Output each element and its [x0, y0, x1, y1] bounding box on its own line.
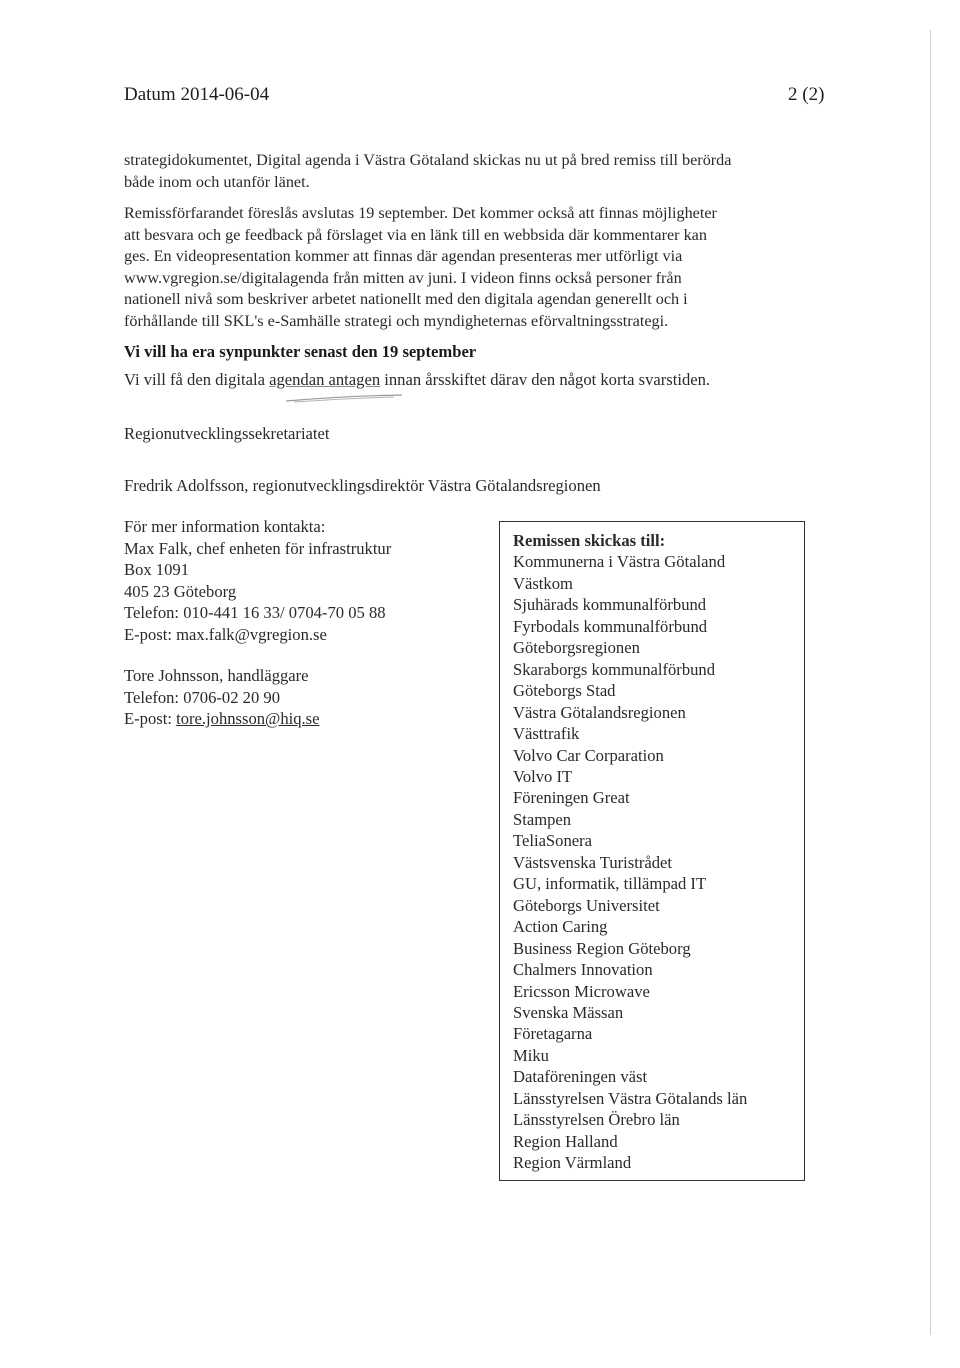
- paragraph-adoption: [124, 370, 710, 390]
- signature-line: Fredrik Adolfsson, regionutvecklingsdirektör Västra Götalandsregionen: [124, 476, 601, 495]
- recipient-item: Fyrbodals kommunalförbund: [513, 616, 708, 636]
- text-line: förhållande till SKL's e-Samhälle strategi och myndigheternas eförvaltningsstrategi.: [124, 311, 669, 330]
- recipient-item: Länsstyrelsen Örebro län: [513, 1110, 680, 1130]
- recipient-item: Ericsson Microwave: [513, 981, 650, 1001]
- recipient-item: Svenska Mässan: [513, 1002, 624, 1022]
- organization-name: Regionutvecklingssekretariatet: [124, 424, 330, 443]
- recipient-item: Volvo Car Corparation: [513, 745, 664, 765]
- recipient-item: Region Halland: [513, 1131, 618, 1151]
- recipient-item: Stampen: [513, 809, 572, 829]
- scan-edge-line: [930, 30, 931, 1335]
- recipient-item: Skaraborgs kommunalförbund: [513, 659, 716, 679]
- recipient-item: Volvo IT: [513, 766, 573, 786]
- text-line: både inom och utanför länet.: [124, 172, 310, 191]
- email-link[interactable]: tore.johnsson@hiq.se: [176, 709, 320, 728]
- recipient-item: Göteborgs Stad: [513, 681, 616, 701]
- recipient-item: Dataföreningen väst: [513, 1067, 648, 1087]
- recipient-item: Action Caring: [513, 917, 608, 937]
- recipients-title: Remissen skickas till:: [513, 531, 666, 550]
- recipient-items: [513, 551, 747, 1173]
- contact-line: 405 23 Göteborg: [124, 581, 237, 601]
- underlined-phrase: agendan antagen: [269, 370, 381, 389]
- text-segment: innan årsskiftet därav den något korta svarstiden.: [380, 370, 711, 389]
- email-label: E-post:: [124, 709, 177, 728]
- contact-line: Telefon: 010-441 16 33/ 0704-70 05 88: [124, 603, 386, 622]
- paragraph-remiss: [124, 203, 824, 333]
- text-line: Remissförfarandet föreslås avslutas 19 september. Det kommer också att finnas möjligheter: [124, 204, 717, 222]
- recipient-item: Västsvenska Turistrådet: [513, 852, 673, 872]
- recipient-item: Sjuhärads kommunalförbund: [513, 595, 707, 615]
- recipient-item: Företagarna: [513, 1024, 593, 1044]
- contact-line: Telefon: 0706-02 20 90: [124, 687, 280, 707]
- recipient-item: Föreningen Great: [513, 788, 630, 808]
- text-segment: Vi vill få den digitala: [124, 370, 270, 389]
- text-line: ges. En videopresentation kommer att finnas där agendan presenteras mer utförligt via: [124, 247, 683, 266]
- text-line: nationell nivå som beskriver arbetet nationellt med den digitala agendan generellt och i: [124, 290, 688, 309]
- recipient-item: Västra Götalandsregionen: [513, 702, 686, 722]
- recipient-item: Göteborgs Universitet: [513, 895, 660, 915]
- recipient-item: Region Värmland: [513, 1153, 632, 1173]
- recipient-item: Business Region Göteborg: [513, 938, 691, 958]
- recipient-item: Chalmers Innovation: [513, 960, 653, 980]
- contact-line: Box 1091: [124, 560, 189, 579]
- recipient-item: TeliaSonera: [513, 831, 593, 851]
- document-date: Datum 2014-06-04: [124, 84, 270, 105]
- recipient-item: Länsstyrelsen Västra Götalands län: [513, 1088, 748, 1108]
- contact-intro: För mer information kontakta:: [124, 517, 326, 536]
- pen-scribble: [284, 393, 404, 403]
- contact-line: E-post: max.falk@vgregion.se: [124, 624, 327, 644]
- page-number: 2 (2): [788, 84, 825, 105]
- recipient-item: Kommunerna i Västra Götaland: [513, 552, 726, 572]
- contact-block: [124, 516, 391, 730]
- text-line: strategidokumentet, Digital agenda i Västra Götaland skickas nu ut på bred remiss till berörda: [124, 151, 732, 169]
- recipients-list: [513, 530, 747, 1174]
- contact-email-line: [124, 708, 391, 730]
- recipient-item: GU, informatik, tillämpad IT: [513, 874, 707, 894]
- text-line: www.vgregion.se/digitalagenda från mitten av juni. I videon finns också personer från: [124, 268, 682, 287]
- recipient-item: Västtrafik: [513, 724, 580, 744]
- recipient-item: Miku: [513, 1045, 549, 1065]
- paragraph-intro: [124, 150, 824, 193]
- contact-line: Tore Johnsson, handläggare: [124, 666, 309, 685]
- contact-line: Max Falk, chef enheten för infrastruktur: [124, 538, 392, 558]
- recipient-item: Göteborgsregionen: [513, 638, 640, 658]
- recipient-item: Västkom: [513, 573, 573, 593]
- text-line: att besvara och ge feedback på förslaget via en länk till en webbsida där kommentarer kan: [124, 225, 707, 244]
- deadline-heading: Vi vill ha era synpunkter senast den 19 september: [124, 342, 477, 361]
